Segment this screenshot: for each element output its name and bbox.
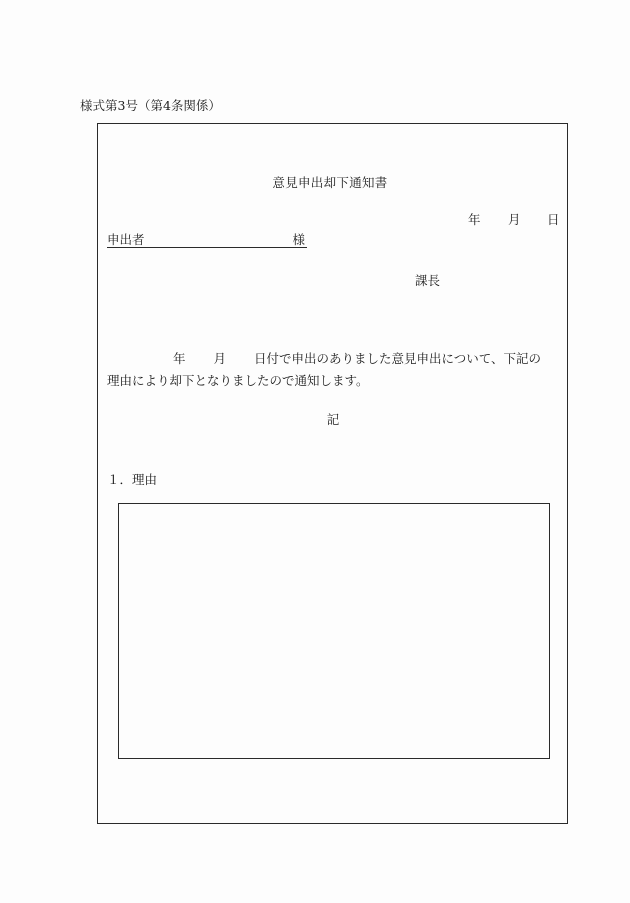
reason-textbox[interactable] — [118, 503, 550, 759]
notice-body-line-2: 理由により却下となりましたので通知します。 — [107, 373, 369, 388]
notice-body-line-1 — [107, 348, 565, 370]
date-month-label: 月 — [508, 212, 521, 227]
ki-heading: 記 — [326, 412, 340, 427]
applicant-honorific: 様 — [292, 232, 305, 247]
document-title: 意見申出却下通知書 — [272, 175, 388, 190]
date-day-label: 日 — [547, 212, 560, 227]
notice-body — [107, 348, 565, 392]
date-year-label: 年 — [468, 212, 481, 227]
body-year-label: 年 — [173, 351, 186, 366]
reason-section-label: １．理由 — [107, 472, 158, 487]
body-month-label: 月 — [213, 351, 227, 366]
body-line1-text: 日付で申出のありました意見申出について、下記の — [254, 351, 542, 366]
applicant-field[interactable] — [107, 230, 307, 248]
issuer-title: 課長 — [415, 273, 441, 288]
form-number-label: 様式第3号（第4条関係） — [80, 98, 221, 113]
applicant-label: 申出者 — [107, 232, 145, 247]
